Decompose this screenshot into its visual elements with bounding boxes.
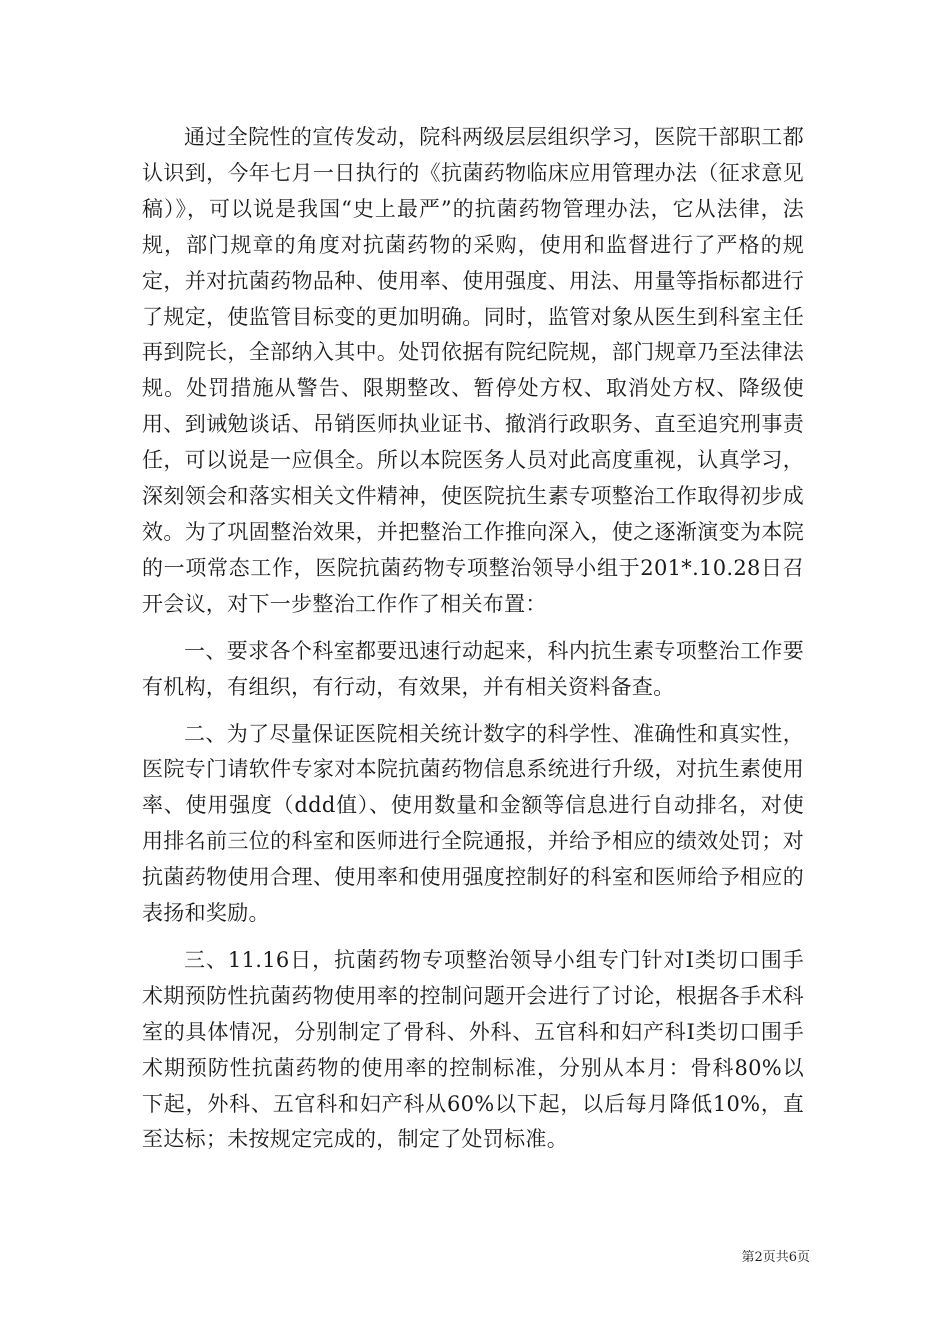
paragraph-item-1: 一、要求各个科室都要迅速行动起来，科内抗生素专项整治工作要有机构，有组织，有行动，有效果，并有相关资料备查。 [142,638,804,699]
paragraph-intro: 通过全院性的宣传发动，院科两级层层组织学习，医院干部职工都认识到，今年七月一日执行的《抗菌药物临床应用管理办法（征求意见稿）》，可以说是我国“史上最严”的抗菌药物管理办法，它从法律，法规，部门规章的角度对抗菌药物的采购，使用和监督进行了严格的规定，并对抗菌药物品种、使用率、使用强度、用法、用量等指标都进行了规定，使监管目标变的更加明确。同时，监管对象从医生到科室主任再到院长，全部纳入其中。处罚依据有院纪院规，部门规章乃至法律法规。处罚措施从警告、限期整改、暂停处方权、取消处方权、降级使用、到诫勉谈话、吊销医师执业证书、撤消行政职务、直至追究刑事责任，可以说是一应俱全。所以本院医务人员对此高度重视，认真学习，深刻领会和落实相关文件精神，使医院抗生素专项整治工作取得初步成效。为了巩固整治效果，并把整治工作推向深入，使之逐渐演变为本院的一项常态工作，医院抗菌药物专项整治领导小组于201*.10.28日召开会议，对下一步整治工作作了相关布置： [142,125,804,616]
paragraph-item-2: 二、为了尽量保证医院相关统计数字的科学性、准确性和真实性，医院专门请软件专家对本院抗菌药物信息系统进行升级，对抗生素使用率、使用强度（ddd值）、使用数量和金额等信息进行自动排名，对使用排名前三位的科室和医师进行全院通报，并给予相应的绩效处罚；对抗菌药物使用合理、使用率和使用强度控制好的科室和医师给予相应的表扬和奖励。 [142,721,804,926]
document-body [142,120,804,1158]
paragraph-item-3: 三、11.16日，抗菌药物专项整治领导小组专门针对Ⅰ类切口围手术期预防性抗菌药物使用率的控制问题开会进行了讨论，根据各手术科室的具体情况，分别制定了骨科、外科、五官科和妇产科Ⅰ类切口围手术期预防性抗菌药物的使用率的控制标准，分别从本月：骨科80%以下起，外科、五官科和妇产科从60%以下起，以后每月降低10%，直至达标；未按规定完成的，制定了处罚标准。 [142,947,804,1152]
page-number: 第2页共6页 [741,1250,810,1265]
